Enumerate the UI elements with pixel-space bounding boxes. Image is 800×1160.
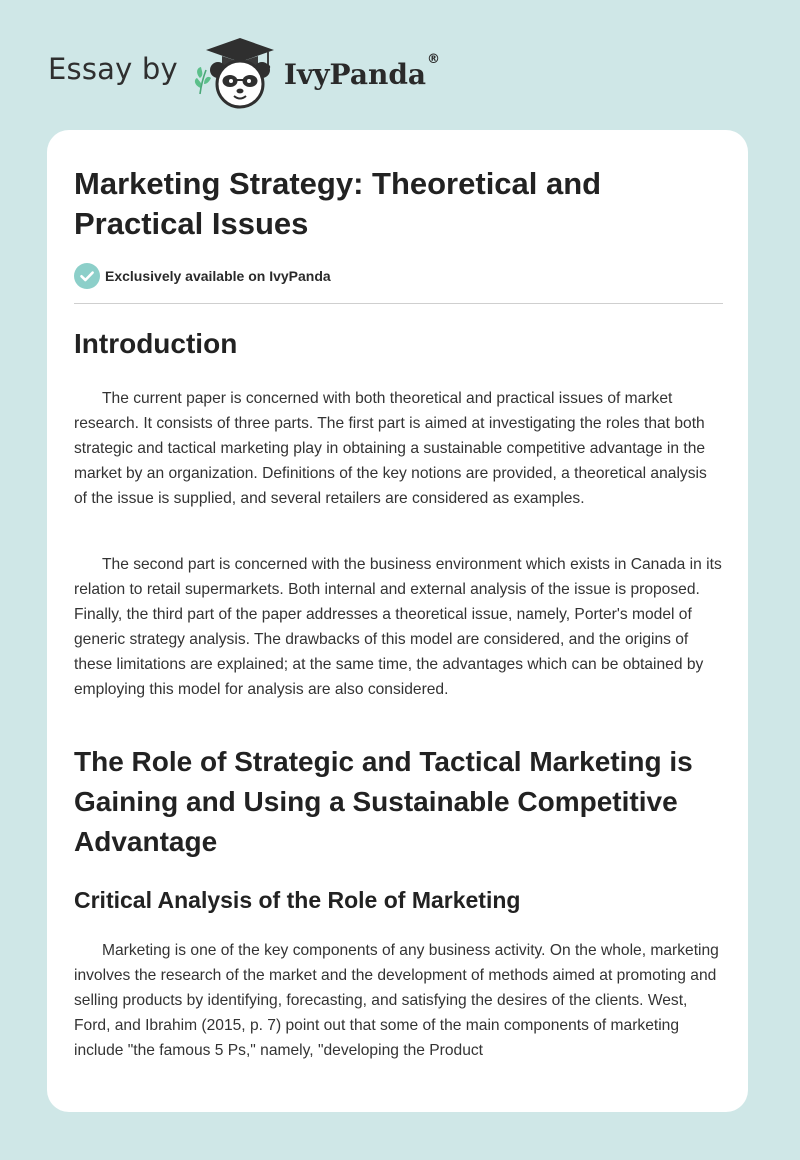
intro-paragraph-1: The current paper is concerned with both theoretical and practical issues of market research. It consists of three parts. The first part is aimed at investigating the roles that both strategic and tactical marketing play in obtaining a sustainable competitive advantage in the market by an organization. Definitions of the key notions are provided, a theoretical analysis of the issue is supplied, and several retailers are considered as examples. (74, 390, 707, 507)
brand-header (48, 34, 440, 110)
brand-name[interactable] (283, 51, 441, 91)
exclusive-badge (74, 263, 331, 289)
essay-title: Marketing Strategy: Theoretical and Practical Issues (74, 166, 602, 241)
intro-paragraph-2: The second part is concerned with the business environment which exists in Canada in its relation to retail supermarkets. Both internal and external analysis of the issue is proposed. Finally, the third part of the paper addresses a theoretical issue, namely, Porter's model of generic strategy analysis. The drawbacks of this model are considered, and the origins of these limitations are explained; at the same time, the advantages which can be obtained by employing this model for analysis are also considered. (74, 556, 722, 698)
analysis-paragraph-1: Marketing is one of the key components of any business activity. On the whole, marketing involves the research of the market and the development of methods aimed at promoting and selling products by identifying, forecasting, and satisfying the desires of the clients. West, Ford, and Ibrahim (2015, p. 7) point out that some of the main components of marketing include "the famous 5 Ps," namely, "developing the Product (74, 942, 719, 1059)
heading-role-of-marketing: The Role of Strategic and Tactical Marketing is Gaining and Using a Sustainable Competitive Advantage (74, 746, 693, 857)
brand-prefix: Essay by (48, 52, 178, 86)
check-badge-icon (74, 263, 100, 289)
brand-name-text: IvyPanda (283, 57, 427, 91)
title-divider (74, 303, 723, 304)
heading-introduction: Introduction (74, 328, 238, 359)
registered-mark: ® (427, 51, 441, 67)
heading-critical-analysis: Critical Analysis of the Role of Marketing (74, 887, 521, 913)
panda-logo-icon[interactable] (192, 34, 284, 110)
exclusive-label: Exclusively available on IvyPanda (105, 268, 331, 284)
essay-card (47, 130, 748, 1112)
